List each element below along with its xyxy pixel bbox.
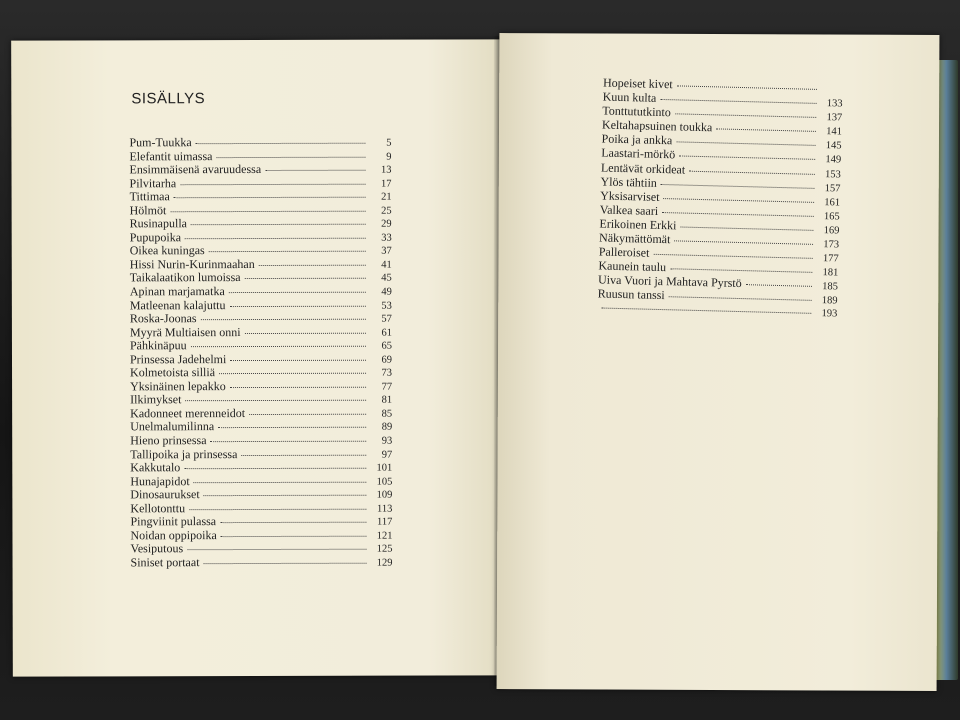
toc-entry [129, 163, 391, 177]
toc-leader-dots [189, 508, 366, 509]
toc-entry [130, 501, 392, 515]
toc-entry-page-number: 41 [381, 259, 392, 271]
toc-entry-page-number: 73 [381, 367, 393, 379]
toc-leader-dots [174, 197, 366, 199]
toc-leader-dots [662, 212, 814, 217]
toc-entry [130, 244, 392, 258]
toc-entry [130, 542, 392, 556]
toc-entry-title: Myyrä Multiaisen onni [129, 324, 241, 339]
toc-entry-title: Poika ja ankka [601, 131, 673, 148]
toc-leader-dots [241, 454, 366, 455]
toc-leader-dots [191, 346, 366, 347]
toc-entry-page-number: 5 [386, 137, 392, 149]
toc-entry-page-number: 185 [822, 281, 839, 293]
toc-leader-dots [218, 427, 366, 428]
toc-leader-dots [209, 251, 366, 252]
toc-leader-dots [746, 284, 812, 287]
toc-entry-page-number: 117 [377, 516, 393, 528]
toc-entry-title: Prinsessa Jadehelmi [129, 351, 227, 367]
toc-entry-page-number: 141 [826, 126, 843, 138]
toc-entry-page-number: 57 [381, 313, 392, 325]
toc-entry-page-number: 81 [381, 395, 393, 407]
toc-entry-title: Pum-Tuukka [129, 135, 192, 150]
toc-leader-dots [675, 114, 816, 119]
toc-entry-page-number: 49 [381, 286, 392, 298]
toc-leader-dots [689, 170, 815, 174]
toc-entry-title: Ilkimykset [130, 392, 182, 407]
toc-leader-dots [170, 210, 365, 212]
toc-entry [130, 325, 392, 339]
toc-entry-page-number: 145 [825, 140, 842, 152]
toc-entry-title: Kellotonttu [130, 500, 186, 516]
contents-heading: SISÄLLYS [131, 90, 206, 108]
toc-leader-dots [220, 522, 366, 523]
toc-entry-title: Uiva Vuori ja Mahtava Pyrstö [597, 272, 742, 291]
toc-entry-page-number: 17 [381, 178, 392, 190]
toc-entry-title: Unelmalumilinna [130, 419, 215, 434]
toc-entry-title: Ylös tähtiin [600, 174, 658, 190]
toc-entry-page-number: 21 [381, 191, 392, 203]
toc-entry-page-number: 29 [381, 218, 392, 230]
toc-entry [130, 407, 392, 421]
toc-entry [130, 217, 392, 231]
toc-entry-page-number: 173 [823, 239, 840, 251]
toc-leader-dots [245, 332, 366, 333]
toc-entry-page-number: 193 [821, 307, 838, 319]
toc-leader-dots [211, 441, 367, 442]
toc-entry [130, 271, 392, 285]
toc-entry-page-number [821, 92, 843, 93]
toc-leader-dots [670, 268, 812, 273]
toc-leader-dots [669, 297, 812, 302]
toc-entry-page-number: 137 [826, 112, 843, 124]
toc-leader-dots [184, 468, 366, 469]
toc-entry-page-number: 149 [825, 154, 842, 167]
toc-entry-title: Noidan oppipoika [130, 527, 217, 543]
toc-entry-page-number: 77 [381, 381, 393, 393]
toc-leader-dots [660, 99, 816, 104]
toc-entry-title: Pilvitarha [129, 175, 177, 190]
toc-entry-page-number: 65 [381, 340, 392, 352]
toc-entry-title: Hölmöt [129, 202, 167, 218]
toc-entry-page-number: 89 [381, 422, 393, 434]
toc-entry [130, 258, 392, 272]
toc-entry-page-number: 177 [822, 253, 839, 265]
toc-leader-dots [191, 224, 366, 225]
toc-entry-page-number: 105 [376, 476, 393, 488]
toc-entry-page-number: 133 [826, 98, 843, 110]
toc-entry-title: Ensimmäisenä avaruudessa [129, 162, 262, 177]
toc-entry [130, 434, 392, 448]
toc-entry-title: Näkymättömät [598, 230, 671, 247]
toc-leader-dots [679, 156, 815, 160]
toc-leader-dots [187, 549, 366, 550]
toc-entry-title: Pähkinäpuu [129, 338, 187, 353]
toc-entry [130, 515, 392, 529]
toc-leader-dots [194, 481, 367, 482]
toc-entry-title: Hissi Nurin-Kurinmaahan [129, 256, 255, 272]
toc-entry [130, 393, 392, 407]
toc-entry-title: Elefantit uimassa [129, 148, 213, 163]
toc-entry-page-number: 45 [381, 273, 392, 285]
toc-entry [130, 488, 392, 502]
toc-leader-dots [221, 536, 367, 537]
toc-entry-title: Roska-Joonas [129, 311, 197, 326]
toc-entry [129, 136, 391, 150]
toc-leader-dots [204, 495, 367, 496]
toc-entry-title: Matleenan kalajuttu [129, 297, 226, 312]
toc-list-left [129, 136, 392, 570]
left-page [11, 39, 503, 676]
toc-entry-title: Tittimaa [129, 189, 170, 204]
toc-entry-title: Vesiputous [130, 541, 184, 556]
toc-entry-title: Kadonneet merenneidot [130, 405, 246, 421]
toc-entry-page-number: 13 [380, 164, 392, 176]
toc-leader-dots [249, 414, 366, 415]
toc-entry-page-number: 53 [381, 300, 392, 312]
toc-entry-page-number: 161 [824, 196, 841, 209]
toc-entry-page-number: 93 [381, 435, 393, 447]
toc-entry-page-number: 37 [381, 246, 392, 258]
toc-entry-title: Lentävät orkideat [600, 160, 686, 177]
toc-leader-dots [674, 240, 813, 245]
toc-entry-page-number: 165 [823, 210, 840, 223]
toc-entry-page-number: 25 [381, 205, 392, 217]
toc-entry-page-number: 85 [381, 408, 393, 420]
toc-list-right [597, 75, 843, 321]
toc-entry [130, 461, 392, 475]
toc-leader-dots [185, 238, 366, 239]
toc-entry [130, 366, 392, 380]
toc-entry-title: Siniset portaat [130, 555, 200, 570]
toc-entry-page-number: 153 [824, 168, 841, 181]
toc-entry-page-number: 121 [376, 530, 393, 542]
toc-entry [130, 474, 392, 488]
toc-entry [130, 285, 392, 299]
toc-leader-dots [677, 85, 817, 90]
toc-entry-title: Dinosaurukset [130, 487, 200, 502]
toc-entry-page-number: 181 [822, 267, 839, 279]
toc-leader-dots [663, 198, 814, 203]
right-page [497, 33, 940, 691]
toc-leader-dots [180, 183, 365, 184]
toc-entry-title: Yksisarviset [600, 188, 660, 204]
toc-entry-page-number: 125 [376, 544, 393, 556]
toc-entry [130, 529, 392, 543]
toc-entry-title: Kuun kulta [602, 89, 657, 105]
toc-entry-page-number: 113 [377, 503, 393, 515]
toc-leader-dots [601, 307, 811, 313]
toc-entry-page-number: 61 [381, 327, 392, 339]
toc-entry-title: Hopeiset kivet [602, 75, 673, 92]
toc-entry-title: Oikea kuningas [129, 243, 205, 258]
toc-leader-dots [196, 143, 366, 144]
toc-entry-title: Ruusun tanssi [597, 286, 665, 303]
toc-leader-dots [204, 563, 367, 564]
toc-entry-page-number: 97 [381, 449, 393, 461]
toc-entry [130, 203, 392, 217]
toc-entry [130, 176, 392, 190]
toc-entry-title: Yksinäinen lepakko [130, 378, 226, 394]
toc-leader-dots [265, 170, 365, 171]
toc-entry-title: Hunajapidot [130, 473, 190, 489]
toc-entry-title: Hieno prinsessa [130, 433, 207, 448]
toc-entry-title: Keltahapsuinen toukka [601, 117, 713, 135]
toc-leader-dots [676, 142, 815, 147]
toc-entry-title: Tonttututkinto [602, 103, 672, 120]
toc-leader-dots [661, 184, 815, 189]
toc-entry-page-number: 33 [381, 232, 392, 244]
toc-entry [130, 379, 392, 393]
toc-leader-dots [716, 129, 816, 133]
toc-entry-title: Laastari-mörkö [601, 145, 676, 162]
toc-leader-dots [653, 254, 812, 259]
toc-entry-title: Kakkutalo [130, 460, 181, 475]
toc-leader-dots [216, 156, 365, 157]
toc-entry-title: Kolmetoista silliä [130, 365, 216, 380]
toc-entry-title: Valkea saari [599, 202, 659, 218]
toc-entry-page-number: 157 [824, 182, 841, 195]
toc-entry-title: Pupupoika [129, 230, 182, 245]
toc-entry-page-number: 109 [376, 489, 393, 501]
toc-entry-page-number: 9 [386, 151, 392, 163]
toc-leader-dots [259, 265, 366, 266]
toc-leader-dots [201, 319, 366, 320]
toc-entry-page-number: 69 [381, 354, 393, 366]
toc-entry [130, 298, 392, 312]
toc-entry-title: Palleroiset [598, 244, 650, 260]
toc-entry-title: Tallipoika ja prinsessa [130, 446, 238, 461]
toc-entry-title: Erikoinen Erkki [599, 216, 677, 233]
toc-entry-page-number: 189 [821, 295, 838, 307]
toc-entry [130, 230, 392, 244]
toc-entry [130, 420, 392, 434]
toc-leader-dots [245, 278, 366, 279]
toc-entry [130, 352, 392, 366]
toc-entry [130, 339, 392, 353]
toc-leader-dots [230, 305, 366, 306]
toc-entry-title: Apinan marjamatka [129, 284, 225, 299]
toc-leader-dots [185, 400, 366, 401]
toc-leader-dots [680, 226, 813, 230]
toc-entry-page-number: 129 [376, 557, 393, 569]
toc-entry-title: Pingviinit pulassa [130, 514, 217, 529]
toc-entry-title: Taikalaatikon lumoissa [129, 270, 241, 285]
toc-leader-dots [219, 373, 366, 374]
toc-entry-page-number: 101 [376, 462, 393, 474]
toc-entry-title: Kaunein taulu [598, 258, 667, 275]
toc-entry-page-number: 169 [823, 225, 840, 237]
toc-leader-dots [230, 387, 366, 388]
toc-entry [130, 190, 392, 204]
toc-leader-dots [230, 359, 366, 360]
toc-entry [130, 312, 392, 326]
toc-leader-dots [229, 292, 366, 293]
toc-entry [131, 556, 393, 570]
toc-entry [130, 447, 392, 461]
toc-entry-title: Rusinapulla [129, 216, 187, 231]
